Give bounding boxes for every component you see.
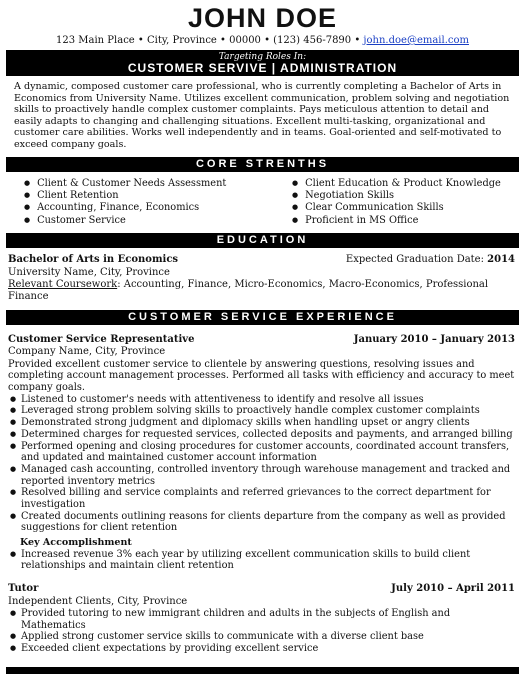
job-bullets xyxy=(0,608,525,655)
job-bullet: ● Exceeded client expectations by providing excellent service xyxy=(8,643,515,655)
key-accomplishment-label: Key Accomplishment xyxy=(20,537,132,549)
job-title: Tutor xyxy=(8,583,39,595)
strength-item: ● Clear Communication Skills xyxy=(292,202,501,214)
targeting-banner xyxy=(6,50,519,76)
job-bullet: ● Demonstrated strong judgment and diplomacy skills when handling upset or angry clients xyxy=(8,417,515,429)
strength-item: ● Negotiation Skills xyxy=(292,190,501,202)
job-bullet: ● Provided tutoring to new immigrant children and adults in the subjects of English and Mathematics xyxy=(8,608,515,631)
coursework-label: Relevant Coursework xyxy=(8,279,118,290)
job-bullet: ● Applied strong customer service skills to communicate with a diverse client base xyxy=(8,631,515,643)
school-name: University Name, City, Province xyxy=(8,266,170,278)
job-dates: January 2010 – January 2013 xyxy=(353,333,515,345)
strength-item: ● Client & Customer Needs Assessment xyxy=(24,178,292,190)
graduation-date xyxy=(346,254,515,266)
education-heading: EDUCATION xyxy=(6,233,519,248)
job-bullet: ● Determined charges for requested services, collected deposits and payments, and arranged billing xyxy=(8,429,515,441)
graduation-label: Expected Graduation Date: xyxy=(345,254,488,266)
job-bullet: ● Listened to customer's needs with attentiveness to identify and resolve all issues xyxy=(8,394,515,406)
coursework xyxy=(8,279,515,304)
key-accomplishment-bullets xyxy=(0,549,525,572)
email-link[interactable]: john.doe@email.com xyxy=(363,35,469,46)
job-bullet: ● Resolved billing and service complaints and referred grievances to the correct department for investigation xyxy=(8,487,515,510)
job-bullet: ● Created documents outlining reasons for clients departure from the company as well as provided suggestions for client retention xyxy=(8,511,515,534)
professional-summary: A dynamic, composed customer care professional, who is currently completing a Bachelor of Arts in Economics from University Name. Utilizes excellent communication, problem solving and negotiation skills to proactively handle complex customer complaints. Pays meticulous attention to detail and easily adapts to changing and challenging situations. Excellent multi-tasking, organizational and customer care abilities. Works well independently and in teams. Goal-oriented and self-motivated to exceed company goals. xyxy=(14,81,510,150)
strength-item: ● Client Education & Product Knowledge xyxy=(292,178,501,190)
job-title: Customer Service Representative xyxy=(8,333,195,345)
job-bullet: ● Performed opening and closing procedures for customer accounts, coordinated account transfers, and updated and maintained customer account information xyxy=(8,441,515,464)
job-bullets xyxy=(0,394,525,534)
core-strengths-list xyxy=(24,178,515,228)
candidate-name: JOHN DOE xyxy=(187,3,338,33)
strength-item: ● Accounting, Finance, Economics xyxy=(24,202,292,214)
job-intro: Provided excellent customer service to clientele by answering questions, resolving issues and completing account management processes. Performed all tasks with efficiency and accuracy to meet company goals. xyxy=(8,358,515,394)
graduation-year: 2014 xyxy=(487,254,515,266)
footer-rule xyxy=(6,667,519,674)
education-row xyxy=(8,254,515,266)
targeting-roles: CUSTOMER SERVIVE | ADMINISTRATION xyxy=(127,61,398,75)
experience-heading: CUSTOMER SERVICE EXPERIENCE xyxy=(6,310,519,325)
contact-address: 123 Main Place • City, Province • 00000 • (123) 456-7890 • xyxy=(56,35,361,46)
strengths-left-column xyxy=(24,178,292,228)
job-header xyxy=(8,334,515,346)
targeting-label: Targeting Roles In: xyxy=(218,52,307,62)
job-company: Company Name, City, Province xyxy=(8,346,166,358)
strengths-right-column xyxy=(292,178,501,228)
strength-item: ● Proficient in MS Office xyxy=(292,215,501,227)
core-strengths-heading: CORE STRENTHS xyxy=(6,157,519,172)
contact-line xyxy=(0,34,525,47)
job-company: Independent Clients, City, Province xyxy=(8,595,188,607)
key-accomplishment-bullet: ● Increased revenue 3% each year by utilizing excellent communication skills to build client relationships and maintain client retention xyxy=(8,549,515,572)
job-bullet: ● Managed cash accounting, controlled inventory through warehouse management and tracked and reported inventory metrics xyxy=(8,464,515,487)
job-bullet: ● Leveraged strong problem solving skills to proactively handle complex customer complaints xyxy=(8,405,515,417)
job-dates: July 2010 – April 2011 xyxy=(391,583,515,595)
degree: Bachelor of Arts in Economics xyxy=(8,254,179,266)
strength-item: ● Client Retention xyxy=(24,190,292,202)
coursework-list: : Accounting, Finance, Micro-Economics, Macro-Economics, Professional Finance xyxy=(8,279,489,303)
strength-item: ● Customer Service xyxy=(24,215,292,227)
job-header xyxy=(8,583,515,595)
